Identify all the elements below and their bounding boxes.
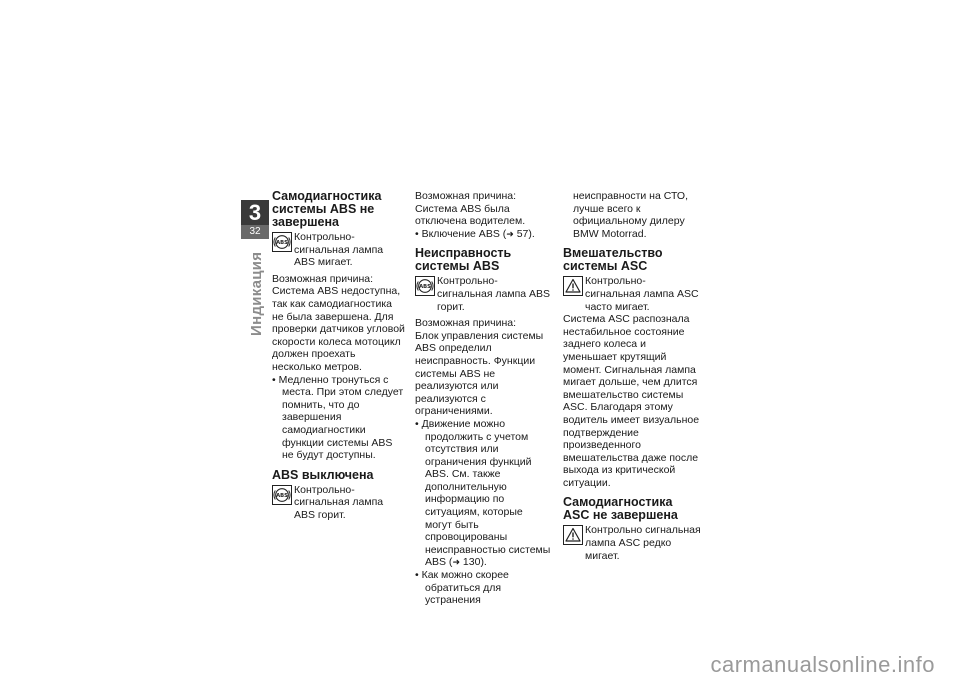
bullet-text: • Движение можно продолжить с учетом отсутствия или ограничения функций ABS. См. также дополнительную информацию по ситуациям, которые могут быть спровоцированы неисправностью системы ABS ( — [415, 417, 551, 569]
abs-warning-lamp-icon — [415, 276, 435, 296]
lamp-text: Контрольно-сигнальная лампа ASC часто мигает. — [585, 275, 699, 313]
bullet-text: ). — [528, 227, 535, 240]
bullet-item — [415, 228, 551, 241]
section-tab: Индикация — [248, 251, 265, 336]
lamp-text: Контрольно-сигнальная лампа ABS мигает. — [294, 231, 384, 269]
lamp-row — [563, 524, 701, 562]
cause-label: Возможная причина: — [415, 190, 517, 202]
asc-warning-triangle-icon — [563, 525, 583, 545]
heading-asc-selfdiag: Самодиагностика ASC не завершена — [563, 495, 678, 523]
column-2 — [415, 190, 551, 607]
lamp-row — [563, 275, 701, 313]
cause-label: Возможная причина: — [415, 317, 517, 330]
bullet-text: • Включение ABS ( — [415, 227, 507, 240]
abs-warning-lamp-icon — [272, 232, 292, 252]
abs-icon-label: ABS — [276, 240, 288, 246]
page-ref[interactable]: 130 — [462, 556, 481, 569]
bullet-text: ). — [480, 556, 487, 569]
heading-asc-intervention: Вмешательство системы ASC — [563, 246, 663, 274]
chapter-number: 3 — [241, 200, 269, 225]
asc-warning-triangle-icon — [563, 276, 583, 296]
lamp-text: Контрольно-сигнальная лампа ABS горит. — [437, 275, 551, 313]
ref-arrow-icon: ➜ — [506, 228, 514, 239]
cause-text: Блок управления системы ABS определил неисправность. Функции системы ABS не реализуются или реализуются с ограничениями. — [415, 329, 544, 418]
cause-text: Система ABS недоступна, так как самодиагностика не была завершена. Для проверки датчиков угловой скорости колеса мотоцикл должен проехать несколько метров. — [272, 285, 405, 373]
bullet-item: • Медленно тронуться с места. При этом следует помнить, что до завершения самодиагностики функции системы ABS не будут доступны. — [272, 373, 404, 462]
bullet-item: • Как можно скорее обратиться для устранения — [415, 569, 509, 607]
body-text: Система ASC распознала нестабильное состояние заднего колеса и уменьшает крутящий момент. Сигнальная лампа мигает дольше, чем длится вмешательство системы ASC. Благодаря этому водитель имеет визуальное подтверждение произведенного вмешательства даже после выхода из критической ситуации. — [563, 313, 700, 489]
abs-warning-lamp-icon — [272, 485, 292, 505]
column-1 — [272, 190, 406, 521]
abs-icon-label: ABS — [419, 284, 431, 291]
lamp-row — [272, 484, 406, 522]
watermark: carmanualsonline.info — [710, 652, 935, 677]
page-ref[interactable]: 57 — [516, 227, 529, 240]
lamp-text: Контрольно-сигнальная лампа ABS горит. — [294, 483, 384, 521]
column-3 — [563, 190, 701, 562]
bullet-item — [415, 418, 551, 569]
heading-abs-fault: Неисправность системы ABS — [415, 246, 512, 274]
lamp-row — [272, 231, 406, 269]
lamp-row — [415, 275, 551, 313]
page-number: 32 — [241, 225, 269, 239]
heading-abs-selfdiag: Самодиагностика системы ABS не завершена — [272, 189, 382, 229]
abs-icon-label: ABS — [276, 492, 288, 499]
cause-label: Возможная причина: — [272, 272, 374, 285]
continued-text: неисправности на СТО, лучше всего к официальному дилеру BMW Motorrad. — [573, 190, 688, 240]
ref-arrow-icon: ➜ — [452, 557, 460, 568]
lamp-text: Контрольно сигнальная лампа ASC редко мигает. — [585, 524, 701, 562]
cause-text: Система ABS была отключена водителем. — [415, 202, 526, 228]
heading-abs-off: ABS выключена — [272, 467, 374, 482]
